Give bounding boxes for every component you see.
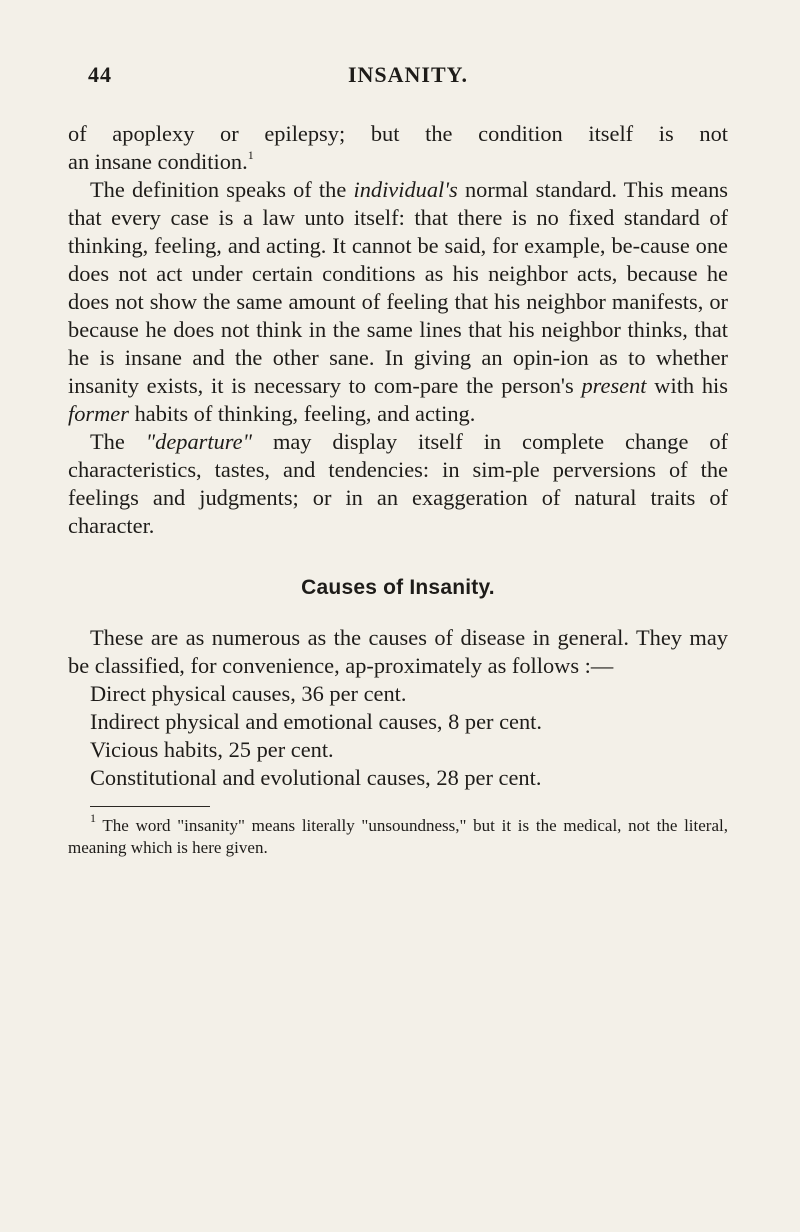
paragraph-1-line-1: of apoplexy or epilepsy; but the condition itself is not xyxy=(68,121,728,146)
paragraph-3-emphasis-departure: "departure" xyxy=(145,429,253,454)
paragraph-2-intro: The definition speaks of the xyxy=(90,177,347,202)
footnote xyxy=(68,811,728,859)
footnote-text: The word "insanity" means literally "unsoundness," but it is the medical, not the literal, meaning which is here given. xyxy=(68,816,728,857)
cause-item: Vicious habits, 25 per cent. xyxy=(90,737,334,762)
section-intro: These are as numerous as the causes of disease in general. They may be classified, for convenience, ap-proximately as follows :— xyxy=(68,625,728,678)
page-number: 44 xyxy=(88,62,112,87)
cause-item: Direct physical causes, 36 per cent. xyxy=(90,681,407,706)
paragraph-2-text: normal standard. This means that every case is a law unto itself: that there is no fixed standard of thinking, feeling, and acting. It cannot be said, for example, be-cause one does not act under certain conditions as his neighbor acts, because he does not show the same amount of feeling that his neighbor manifests, or because he does not think in the same lines that his neighbor thinks, that he is insane and the other sane. In giving an opin-ion as to whether insanity exists, it is necessary to com-pare the person's xyxy=(68,177,728,398)
paragraph-3-text: may display itself in complete change of characteristics, tastes, and tendencies: in sim-ple perversions of the feelings and judgments; or in an exaggeration of natural traits of character. xyxy=(68,429,728,538)
page-header xyxy=(88,62,728,92)
paragraph-1-line-2: an insane condition. xyxy=(68,149,248,174)
paragraph-2 xyxy=(68,176,728,428)
running-head: INSANITY. xyxy=(347,62,469,87)
causes-list xyxy=(68,680,728,792)
footnote-rule xyxy=(90,806,210,807)
paragraph-1 xyxy=(68,120,728,176)
page-body xyxy=(68,120,728,859)
paragraph-2-emphasis-former: former xyxy=(68,401,129,426)
paragraph-3-intro: The xyxy=(90,429,125,454)
section-heading: Causes of Insanity. xyxy=(301,576,495,599)
paragraph-3 xyxy=(68,428,728,540)
paragraph-2-emphasis-individual: individual's xyxy=(353,177,458,202)
footnote-reference: 1 xyxy=(247,147,254,162)
footnote-marker: 1 xyxy=(90,811,96,826)
cause-item: Constitutional and evolutional causes, 28 per cent. xyxy=(90,765,542,790)
cause-item: Indirect physical and emotional causes, 8 per cent. xyxy=(90,709,542,734)
paragraph-2-end: habits of thinking, feeling, and acting. xyxy=(134,401,476,426)
paragraph-2-emphasis-present: present xyxy=(581,373,647,398)
paragraph-2-mid: with his xyxy=(654,373,728,398)
